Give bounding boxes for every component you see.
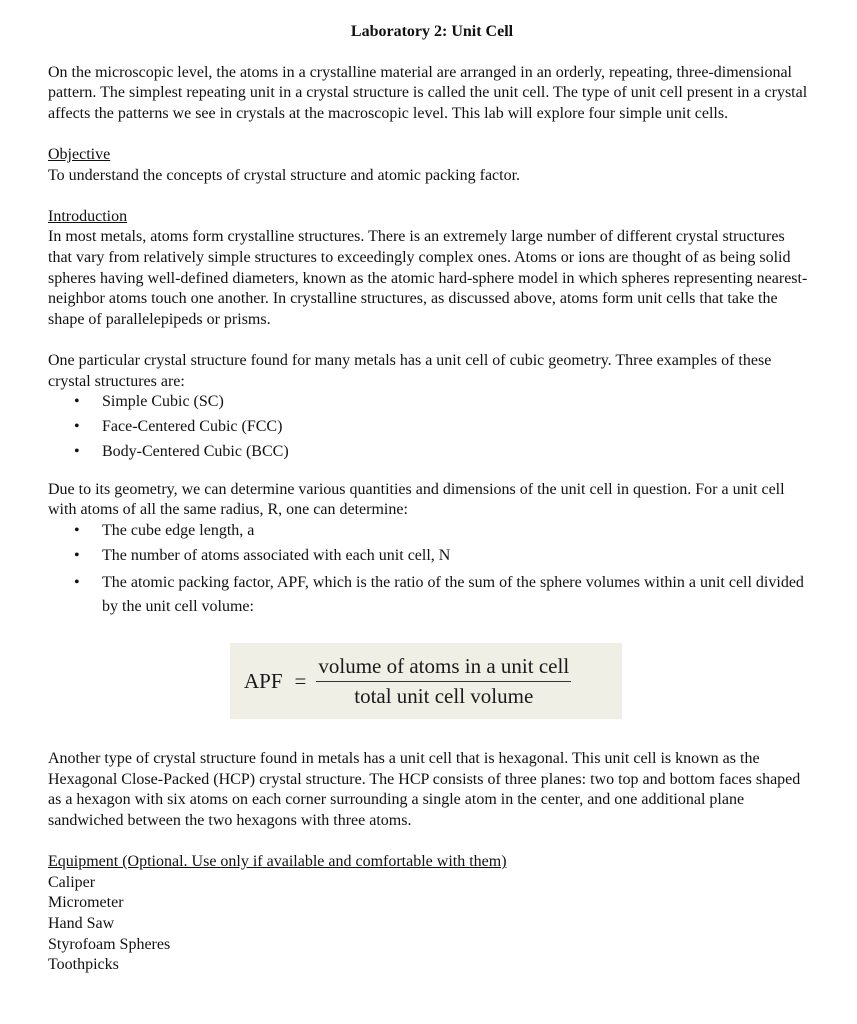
cubic-section <box>48 351 808 463</box>
formula-denominator: total unit cell volume <box>354 683 534 708</box>
intro-paragraph: On the microscopic level, the atoms in a crystalline material are arranged in an orderly, repeating, three-dimensional pattern. The simplest repeating unit in a crystal structure is called the unit cell. The type of unit cell present in a crystal affects the patterns we see in crystals at the macroscopic level. This lab will explore four simple unit cells. <box>48 63 808 122</box>
equipment-heading: Equipment (Optional. Use only if available and comfortable with them) <box>48 853 507 871</box>
formula-lhs: APF <box>244 668 283 693</box>
geometry-text: Due to its geometry, we can determine various quantities and dimensions of the unit cell in question. For a unit cell with atoms of all the same radius, R, one can determine: <box>48 480 785 519</box>
equipment-list <box>48 873 808 976</box>
formula-fraction <box>316 656 571 706</box>
introduction-section <box>48 207 808 331</box>
list-item: Toothpicks <box>48 956 119 974</box>
list-item: • Face-Centered Cubic (FCC) <box>48 417 808 438</box>
document-title: Laboratory 2: Unit Cell <box>350 23 514 40</box>
list-item: Hand Saw <box>48 915 115 932</box>
cubic-text: One particular crystal structure found for many metals has a unit cell of cubic geometry. Three examples of these crystal structures are: <box>48 351 772 390</box>
list-item: • Simple Cubic (SC) <box>48 392 808 413</box>
equipment-section <box>48 852 808 976</box>
list-item: • Body-Centered Cubic (BCC) <box>48 442 808 463</box>
formula-equals: = <box>294 668 307 693</box>
apf-formula-container <box>48 643 808 719</box>
apf-formula <box>230 643 622 719</box>
document-page <box>48 22 808 976</box>
list-item: Caliper <box>48 873 96 891</box>
objective-text: To understand the concepts of crystal structure and atomic packing factor. <box>48 166 521 184</box>
geometry-list <box>48 521 808 619</box>
list-item: • The cube edge length, a <box>48 521 808 542</box>
hcp-paragraph: Another type of crystal structure found in metals has a unit cell that is hexagonal. This unit cell is known as the Hexagonal Close-Packed (HCP) crystal structure. The HCP consists of three planes: two top and bottom faces shaped as a hexagon with six atoms on each corner surrounding a single atom in the center, and one additional plane sandwiched between the two hexagons with three atoms. <box>48 750 801 830</box>
list-item: Micrometer <box>48 894 124 912</box>
list-item: • The atomic packing factor, APF, which is the ratio of the sum of the sphere volumes within a unit cell divided by the unit cell volume: <box>48 571 808 619</box>
list-item: Styrofoam Spheres <box>48 935 171 953</box>
introduction-heading: Introduction <box>48 207 128 225</box>
introduction-text: In most metals, atoms form crystalline structures. There is an extremely large number of different crystal structures that vary from relatively simple structures to exceedingly complex ones. Atoms or ions are thought of as being solid spheres having well-defined diameters, known as the atomic hard-sphere model in which spheres representing nearest-neighbor atoms touch one another. In crystalline structures, as discussed above, atoms form unit cells that take the shape of parallelepipeds or prisms. <box>48 228 808 328</box>
objective-section <box>48 145 808 186</box>
list-item: • The number of atoms associated with each unit cell, N <box>48 546 808 567</box>
objective-heading: Objective <box>48 145 111 163</box>
geometry-section <box>48 480 808 619</box>
cubic-list <box>48 392 808 463</box>
formula-numerator: volume of atoms in a unit cell <box>318 654 570 679</box>
